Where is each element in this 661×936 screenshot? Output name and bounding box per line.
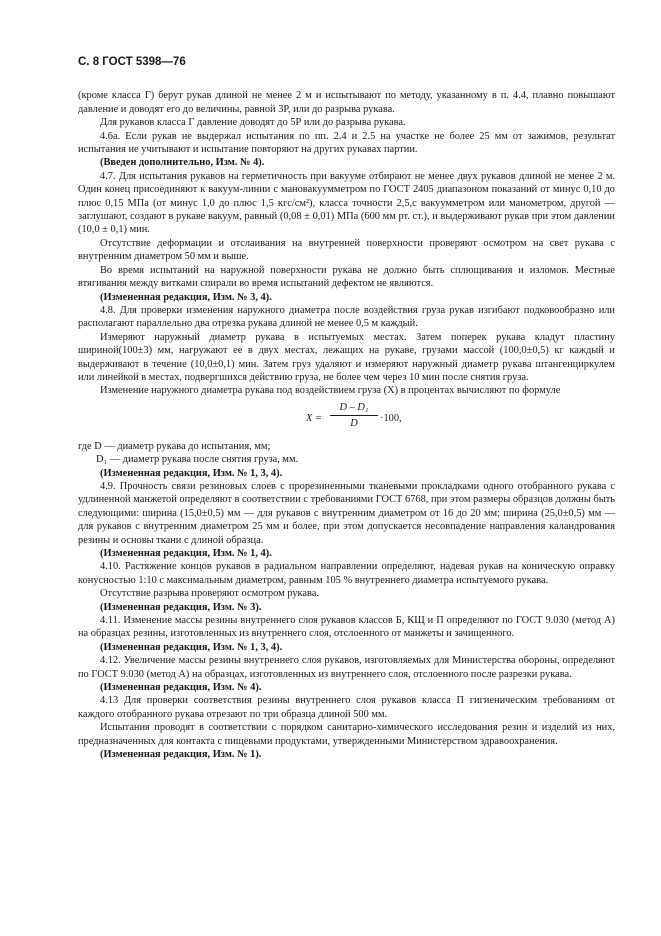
amendment-note: (Измененная редакция, Изм. № 4). [100,682,262,694]
amendment-note: (Измененная редакция, Изм. № 3). [100,601,262,613]
amendment-note: (Измененная редакция, Изм. № 1, 4). [100,548,272,559]
paragraph: Измеряют наружный диаметр рукава в испытуемых местах. Затем поперек рукава кладут пластину шириной(100±3) мм, нагружают ее в двух местах, лежащих на рукаве, грузами массой (100,0±0,5) кг каждый и выдерживают в течение (10,0±0,1) мин. Затем груз удаляют и измеряют наружный диаметр рукава штангенциркулем или линейкой в местах, подвергшихся действию груза, не более чем через 10 мин после снятия груза. [78,331,615,383]
page-header: С. 8 ГОСТ 5398—76 [78,56,186,68]
paragraph: 4.13 Для проверки соответствия резины внутреннего слоя рукавов класса П гигиеническим требованиям от каждого отобранного рукава отрезают по три образца длиной 500 мм. [78,695,615,720]
definition-d1: D₁ — диаметр рукава после снятия груза, мм. [96,454,299,466]
paragraph: Отсутствие разрыва проверяют осмотром рукава. [100,588,320,600]
paragraph: Отсутствие деформации и отслаивания на внутренней поверхности проверяют осмотром на свет рукава с внутренним диаметром 50 мм и выше. [78,237,615,263]
paragraph: Испытания проводят в соответствии с порядком санитарно-химического исследования резин и изделий из них, предназначенных для контакта с пищевыми продуктами, утвержденными Министерством здравоохранения. [78,722,615,747]
paragraph: Изменение наружного диаметра рукава под воздействием груза (X) в процентах вычисляют по формуле [100,385,561,397]
formula-rhs: ·100, [380,412,402,424]
text-section-2 [78,467,615,762]
paragraph: 4.11. Изменение массы резины внутреннего слоя рукавов классов Б, КЩ и П определяют по ГОСТ 9.030 (метод А) на образцах резины, изготовленных из внутреннего слоя, отслоенного от манжеты и зачищенного. [78,615,615,640]
formula-lhs: X = [306,412,322,424]
paragraph: 4.8. Для проверки изменения наружного диаметра после воздействия груза рукав изгибают подковообразно или располагают параллельно два отрезка рукава длиной не менее 0,5 м каждый. [78,304,615,330]
amendment-note: (Измененная редакция, Изм. № 3, 4). [100,291,272,303]
formula-denominator: D [350,418,358,430]
amendment-note: (Измененная редакция, Изм. № 1, 3, 4). [100,467,283,479]
formula-numerator: D – D₁ [330,401,378,416]
paragraph: 4.7. Для испытания рукавов на герметичность при вакууме отбирают не менее двух рукавов длиной не менее 2 м. Один конец присоединяют к вакуум-линии с мановакуумметром по ГОСТ 2405 диапазоном показаний от минус 0,10 до плюс 0,15 МПа (от минус 1,0 до плюс 1,5 кгс/см²), класса точности 2,5,с вакуумметром или манометром, другой — заглушают, создают в рукаве вакуум, равный (0,08 ± 0,01) МПа (600 мм рт. ст.), и выдерживают рукав при этом давлении (10,0 ± 0,1) мин. [78,170,615,236]
paragraph: Во время испытаний на наружной поверхности рукава не должно быть сплющивания и изломов. Местные втягивания между витками спирали во время испытаний дефектом не являются. [78,264,615,290]
amendment-note: (Измененная редакция, Изм. № 1). [100,749,262,761]
paragraph: 4.6а. Если рукав не выдержал испытания по пп. 2.4 и 2.5 на участке не более 25 мм от зажимов, результат испытания не учитывают и испытание повторяют на других рукавах партии. [78,130,615,156]
document-page [78,56,615,762]
text-section-1 [78,89,615,397]
formula [78,400,615,438]
amendment-note: (Введен дополнительно, Изм. № 4). [100,157,265,169]
formula-fraction [330,401,378,431]
definition-d: где D — диаметр рукава до испытания, мм; [78,440,271,452]
amendment-note: (Измененная редакция, Изм. № 1, 3, 4). [100,641,283,653]
paragraph: Для рукавов класса Г давление доводят до 5Р или до разрыва рукава. [100,117,406,129]
paragraph: 4.9. Прочность связи резиновых слоев с прорезиненными тканевыми прокладками одного отобранного рукава с удлиненной манжетой определяют в соответствии с требованиями ГОСТ 6768, при этом размеры образцов должны быть следующими: ширина (15,0±0,5) мм — для рукавов с внутренним диаметром от 16 до 20 мм; ширина (25,0±0,5) мм — для рукавов с внутренним диаметром 25 мм и более, при этом допускается несовпадение направления каландрования резины и основы ткани с длиной образца. [78,480,615,546]
paragraph: 4.10. Растяжение концов рукавов в радиальном направлении определяют, надевая рукав на коническую оправку конусностью 1:10 с максимальным диаметром, равным 105 % внутреннего диаметра испытуемого рукава. [78,561,615,586]
paragraph: 4.12. Увеличение массы резины внутреннего слоя рукавов, изготовляемых для Министерства обороны, определяют по ГОСТ 9.030 (метод А) на образцах, изготовленных из внутреннего слоя, отслоенного после разрезки рукава. [78,655,615,680]
paragraph: (кроме класса Г) берут рукав длиной не менее 2 м и испытывают по методу, указанному в п. 4.4, плавно повышают давление и доводят его до величины, равной 3Р, или до разрыва рукава. [78,90,615,115]
